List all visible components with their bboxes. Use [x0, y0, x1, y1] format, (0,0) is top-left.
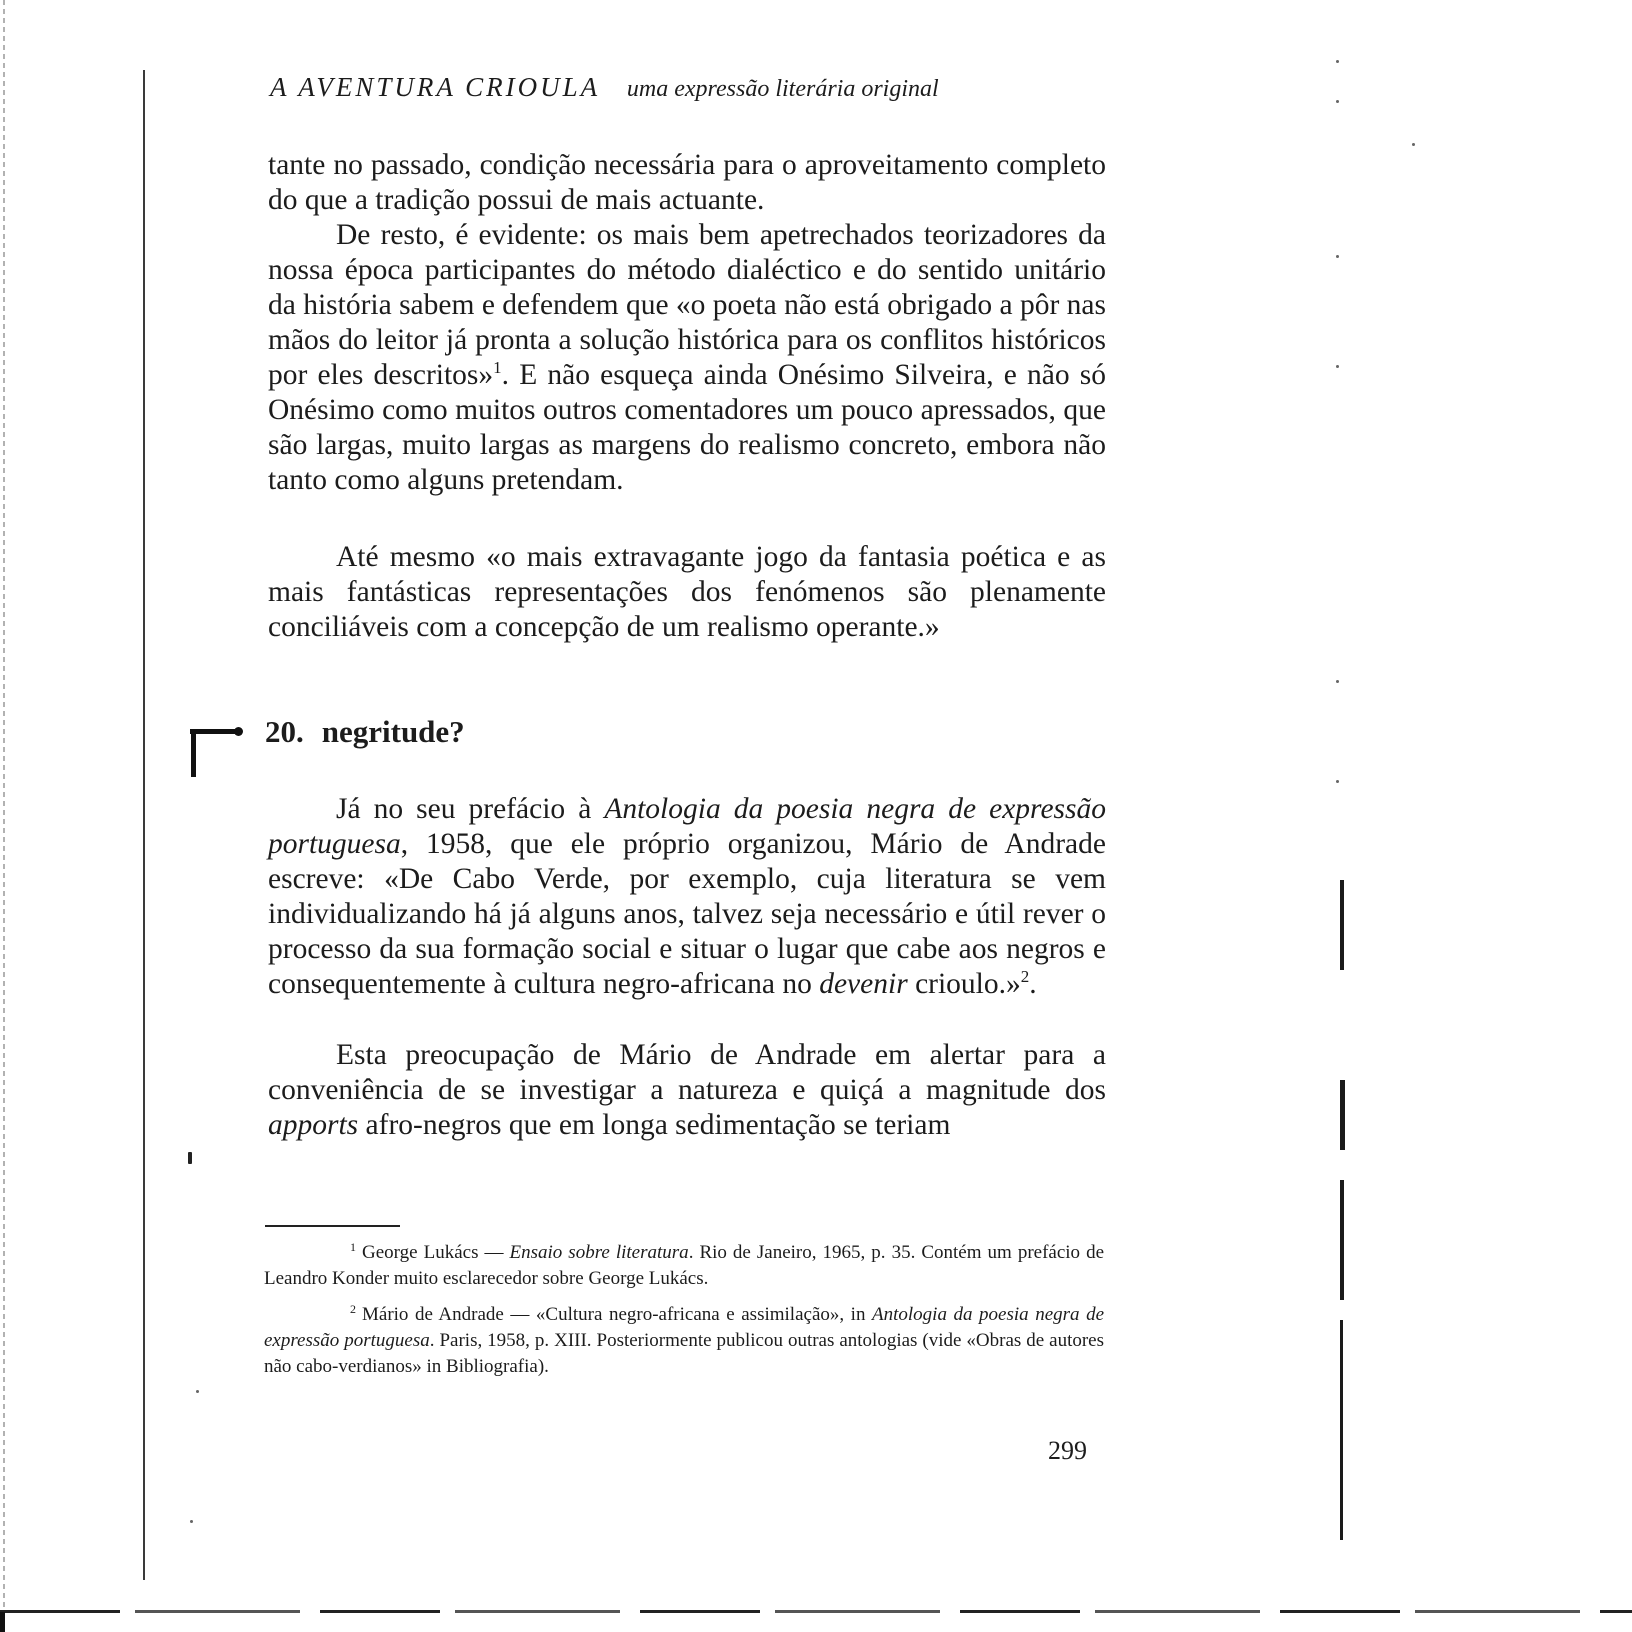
- running-head: [270, 72, 1090, 103]
- scan-speck: [1412, 143, 1415, 146]
- scan-edge-right: [1340, 1320, 1343, 1540]
- page-number: 299: [1048, 1436, 1087, 1465]
- scan-edge-right: [1340, 1180, 1344, 1300]
- scan-speck: [1336, 60, 1339, 63]
- scan-corner: [0, 1612, 5, 1632]
- scan-speck: [1336, 780, 1339, 783]
- book-subtitle: uma expressão literária original: [626, 76, 939, 102]
- paragraph: tante no passado, condição necessária para o aproveitamento completo do que a tradição possui de mais actuante.: [268, 149, 1106, 216]
- footnote-rule: [265, 1225, 400, 1227]
- scan-edge-right: [1340, 880, 1344, 970]
- footnote-ref: 1: [493, 358, 502, 378]
- footnote-marker: 1: [350, 1239, 356, 1254]
- paragraph: De resto, é evidente: os mais bem apetrechados teorizadores da nossa época participantes do método dialéctico e do sentido unitário da história sabem e defendem que «o poeta não está obrigado a pôr nas mãos do leitor já pronta a solução histórica para os conflitos históricos por eles descritos»$^1$. E não esqueça ainda Onésimo Silveira, e não só Onésimo como muitos outros comentadores um pouco apressados, que são largas, muito largas as margens do realismo concreto, embora não tanto como alguns pretendam.: [268, 219, 1106, 496]
- paragraph: Esta preocupação de Mário de Andrade em alertar para a conveniência de se investigar a natureza e quiçá a magnitude dos apports afro-negros que em longa sedimentação se teriam: [268, 1039, 1106, 1141]
- paragraph: Até mesmo «o mais extravagante jogo da fantasia poética e as mais fantásticas representações dos fenómenos são plenamente conciliáveis com a concepção de um realismo operante.»: [268, 541, 1106, 643]
- footnote: $^2$ Mário de Andrade — «Cultura negro-africana e assimilação», in Antologia da poesia negra de expressão portuguesa. Paris, 1958, p. XIII. Posteriormente publicou outras antologias (vide «Obras de autores não cabo-verdianos» in Bibliografia).: [264, 1301, 1105, 1377]
- section-title: negritude?: [321, 714, 465, 749]
- section-number: 20.: [265, 714, 304, 749]
- scan-speck: [1336, 365, 1339, 368]
- scan-speck: [190, 1520, 193, 1523]
- scan-bottom-edge: [0, 1610, 1632, 1613]
- margin-arrow-mark: [190, 729, 246, 779]
- scan-speck: [188, 1152, 192, 1164]
- scan-speck: [1336, 680, 1339, 683]
- paragraph: Já no seu prefácio à Antologia da poesia negra de expressão portuguesa, 1958, que ele próprio organizou, Mário de Andrade escreve: «De Cabo Verde, por exemplo, cuja literatura se vem individualizando há já alguns anos, talvez seja necessário e útil rever o processo da sua formação social e situar o lugar que cabe aos negros e consequentemente à cultura negro-africana no devenir crioulo.»$^2$.: [268, 793, 1106, 1000]
- scan-speck: [1336, 100, 1339, 103]
- page-gutter-line: [143, 70, 145, 1580]
- section-heading: [265, 714, 465, 750]
- scan-speck: [1336, 255, 1339, 258]
- scan-speck: [196, 1390, 199, 1393]
- scan-edge: [3, 0, 5, 1632]
- footnote-marker: 2: [350, 1301, 356, 1316]
- footnote: $^1$ George Lukács — Ensaio sobre literatura. Rio de Janeiro, 1965, p. 35. Contém um prefácio de Leandro Konder muito esclarecedor sobre George Lukács.: [264, 1239, 1105, 1289]
- book-title-italic: Antologia da poesia negra de expressão portuguesa: [268, 793, 1106, 860]
- footnote-ref: 2: [1020, 967, 1030, 987]
- scan-edge-right: [1340, 1080, 1345, 1150]
- book-title: A AVENTURA CRIOULA: [270, 72, 601, 102]
